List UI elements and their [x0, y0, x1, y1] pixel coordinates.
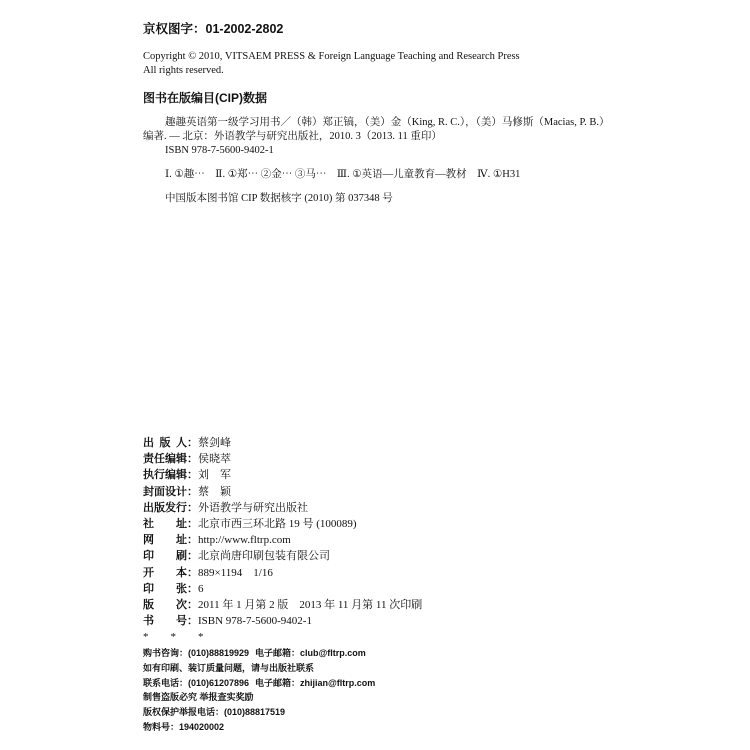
address-colon: ： — [187, 517, 198, 530]
piracy-notice: 制售盗版必究 举报查实奖励 — [143, 692, 254, 703]
edition-label: 版 次 — [143, 598, 187, 611]
imprint-row-edition — [143, 597, 422, 613]
executive-editor-colon: ： — [187, 469, 198, 482]
cip-entry-publication: 编著. — 北京：外语教学与研究出版社，2010. 3（2013. 11 重印） — [143, 131, 442, 142]
publisher-label: 出 版 人 — [143, 437, 187, 449]
material-number: 物料号：194020002 — [143, 721, 225, 732]
imprint-row-publisher — [143, 435, 422, 451]
publisher-value: 蔡剑峰 — [198, 437, 231, 449]
format-colon: ： — [187, 566, 198, 579]
contact-row-purchase — [143, 646, 375, 661]
responsible-editor-value: 侯晓萃 — [198, 453, 231, 466]
book-number-value: ISBN 978-7-5600-9402-1 — [198, 615, 312, 628]
imprint-row-executive-editor — [143, 467, 422, 483]
cip-heading: 图书在版编目(CIP)数据 — [143, 91, 267, 105]
contact-row-quality-contact — [143, 676, 375, 691]
printed-sheets-label: 印 张 — [143, 582, 187, 595]
contact-block — [143, 646, 375, 735]
contact-row-quality-notice — [143, 661, 375, 676]
website-label: 网 址 — [143, 534, 187, 547]
printer-colon: ： — [187, 550, 198, 563]
responsible-editor-colon: ： — [187, 453, 198, 466]
contact-row-piracy-notice — [143, 690, 375, 705]
rights-reserved: All rights reserved. — [143, 65, 224, 76]
edition-value: 2011 年 1 月第 2 版 2013 年 11 月第 11 次印刷 — [198, 598, 423, 611]
printer-value: 北京尚唐印刷包装有限公司 — [198, 550, 330, 563]
executive-editor-label: 执行编辑 — [143, 469, 187, 482]
imprint-row-responsible-editor — [143, 451, 422, 467]
printed-sheets-colon: ： — [187, 582, 198, 595]
imprint-row-printer — [143, 548, 422, 564]
contact-row-material-number — [143, 720, 375, 735]
copyright-notice: Copyright © 2010, VITSAEM PRESS & Foreign Language Teaching and Research Press — [143, 51, 520, 62]
distributor-value: 外语教学与研究出版社 — [198, 501, 308, 514]
section-ornament: * * * — [143, 631, 204, 644]
imprint-row-website — [143, 532, 422, 548]
imprint-row-cover-design — [143, 484, 422, 500]
quality-contact-phone: 联系电话：(010)61207896 — [143, 677, 250, 688]
executive-editor-value: 刘 军 — [198, 469, 231, 482]
book-number-label: 书 号 — [143, 615, 187, 628]
cip-record-number: 中国版本图书馆 CIP 数据核字 (2010) 第 037348 号 — [165, 193, 393, 204]
purchase-inquiry-phone: 购书咨询：(010)88819929 — [143, 648, 250, 658]
publisher-colon: ： — [187, 437, 198, 449]
distributor-colon: ： — [187, 501, 198, 514]
imprint-block — [143, 435, 422, 645]
contact-row-piracy-hotline — [143, 705, 375, 720]
format-value: 889×1194 1/16 — [198, 566, 273, 579]
responsible-editor-label: 责任编辑 — [143, 453, 187, 466]
format-label: 开 本 — [143, 566, 187, 579]
piracy-hotline: 版权保护举报电话：(010)88817519 — [143, 707, 286, 718]
address-value: 北京市西三环北路 19 号 (100089) — [198, 517, 357, 530]
quality-notice: 如有印刷、装订质量问题，请与出版社联系 — [143, 662, 315, 673]
license-number: 京权图字：01-2002-2802 — [143, 22, 284, 36]
distributor-label: 出版发行 — [143, 501, 187, 514]
purchase-email: 电子邮箱：club@fltrp.com — [255, 648, 366, 658]
quality-contact-email: 电子邮箱：zhijian@fltrp.com — [255, 677, 376, 688]
website-colon: ： — [187, 534, 198, 547]
cover-design-value: 蔡 颖 — [198, 485, 231, 498]
edition-colon: ： — [187, 598, 198, 611]
printed-sheets-value: 6 — [198, 582, 204, 595]
imprint-row-book-number — [143, 613, 422, 629]
imprint-row-printed-sheets — [143, 581, 422, 597]
cip-entry-title-authors: 趣趣英语第一级学习用书／（韩）郑正镐，（美）金（King, R. C.），（美）马修斯（Macias, P. B.） — [165, 117, 610, 128]
imprint-row-address — [143, 516, 422, 532]
book-number-colon: ： — [187, 615, 198, 628]
website-value: http://www.fltrp.com — [198, 534, 291, 547]
cover-design-colon: ： — [187, 485, 198, 498]
imprint-row-ornament — [143, 629, 422, 645]
cip-classification: Ⅰ. ①趣⋯ Ⅱ. ①郑⋯ ②金⋯ ③马⋯ Ⅲ. ①英语—儿童教育—教材 Ⅳ. ①H31 — [165, 169, 521, 180]
imprint-row-format — [143, 565, 422, 581]
cip-isbn: ISBN 978-7-5600-9402-1 — [165, 145, 274, 156]
imprint-row-distributor — [143, 500, 422, 516]
printer-label: 印 刷 — [143, 550, 187, 563]
address-label: 社 址 — [143, 517, 187, 530]
cover-design-label: 封面设计 — [143, 485, 187, 498]
